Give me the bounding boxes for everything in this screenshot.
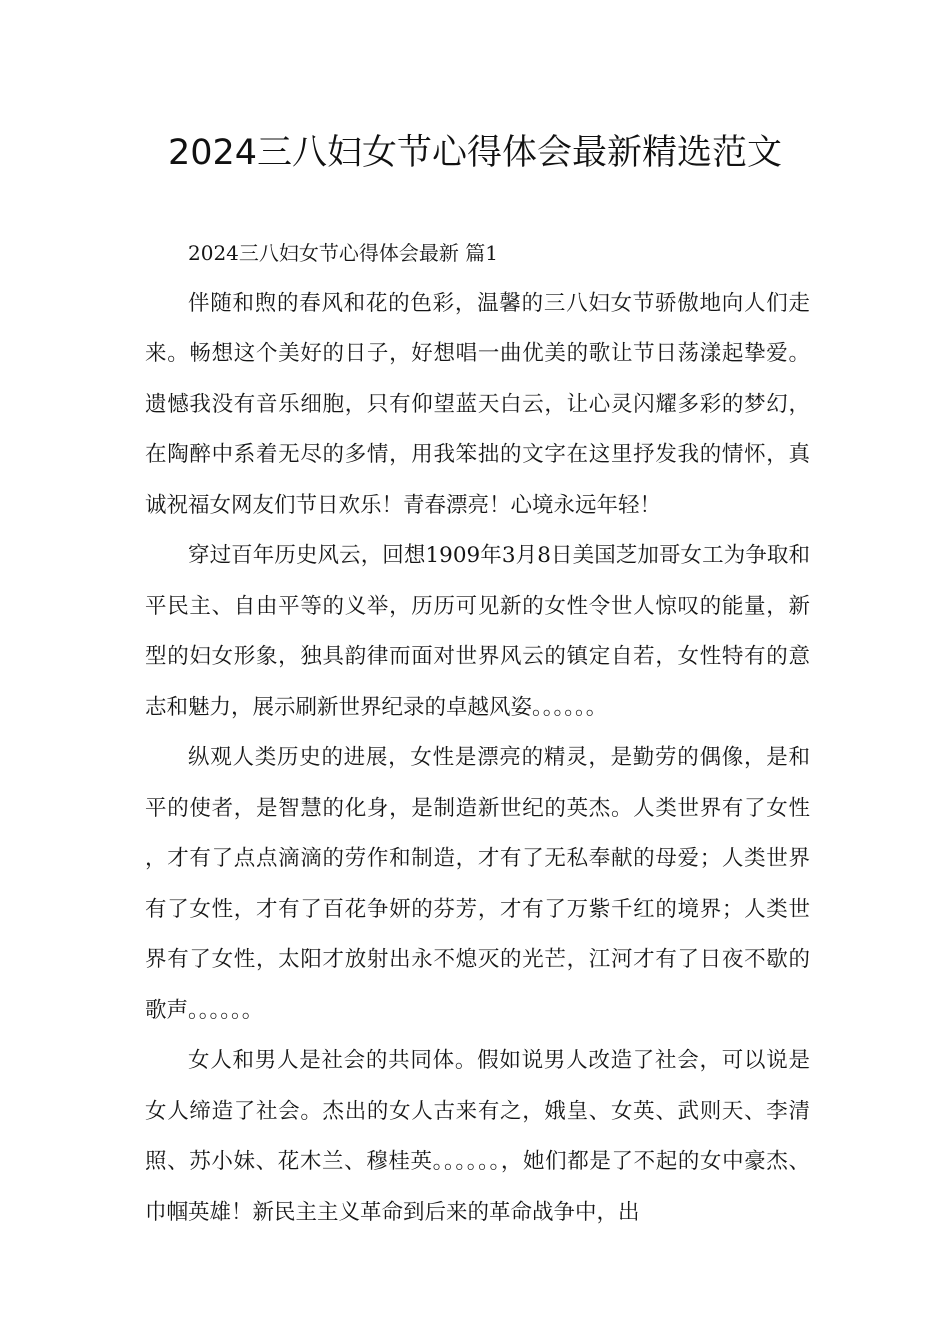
document-body: [145, 228, 810, 1238]
section-heading: 2024三八妇女节心得体会最新 篇1: [188, 241, 498, 265]
paragraph-4: 女人和男人是社会的共同体。假如说男人改造了社会，可以说是女人缔造了社会。杰出的女人古来有之，娥皇、女英、武则天、李清照、苏小妹、花木兰、穆桂英。。。。。。，她们都是了不起的女中豪杰、巾帼英雄！新民主主义革命到后来的革命战争中，出: [145, 1048, 810, 1225]
paragraph-3: 纵观人类历史的进展，女性是漂亮的精灵，是勤劳的偶像，是和平的使者，是智慧的化身，是制造新世纪的英杰。人类世界有了女性，才有了点点滴滴的劳作和制造，才有了无私奉献的母爱；人类世界有了女性，才有了百花争妍的芬芳，才有了万紫千红的境界；人类世界有了女性，太阳才放射出永不熄灭的光芒，江河才有了日夜不歇的歌声。。。。。。: [145, 745, 810, 1023]
document-title: 2024三八妇女节心得体会最新精选范文: [167, 133, 783, 173]
paragraph-2: 穿过百年历史风云，回想1909年3月8日美国芝加哥女工为争取和平民主、自由平等的义举，历历可见新的女性令世人惊叹的能量，新型的妇女形象，独具韵律而面对世界风云的镇定自若，女性特有的意志和魅力，展示刷新世界纪录的卓越风姿。。。。。。: [145, 543, 810, 720]
paragraph-1: 伴随和煦的春风和花的色彩，温馨的三八妇女节骄傲地向人们走来。畅想这个美好的日子，好想唱一曲优美的歌让节日荡漾起挚爱。遗憾我没有音乐细胞，只有仰望蓝天白云，让心灵闪耀多彩的梦幻，在陶醉中系着无尽的多情，用我笨拙的文字在这里抒发我的情怀，真诚祝福女网友们节日欢乐！青春漂亮！心境永远年轻！: [145, 290, 810, 518]
